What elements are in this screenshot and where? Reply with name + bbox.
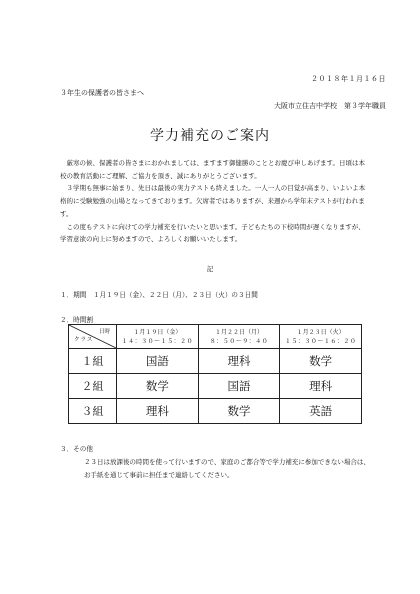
- class-cell: ２組: [69, 374, 117, 399]
- day-header: [198, 325, 280, 349]
- day-date: １月２２日（月）: [214, 328, 263, 336]
- class-cell: ３組: [69, 399, 117, 424]
- class-cell: １組: [69, 349, 117, 374]
- subject-cell: 理科: [117, 399, 199, 424]
- timetable: [68, 324, 362, 424]
- day-header: [280, 325, 362, 349]
- document-title: 学力補充のご案内: [150, 128, 270, 144]
- body-text: [60, 157, 370, 246]
- subject-cell: 国語: [117, 349, 199, 374]
- day-time: １５：３０～１６：２０: [284, 337, 357, 345]
- corner-label-date: 日時: [98, 329, 110, 335]
- ki-heading: 記: [206, 265, 214, 273]
- body-paragraph-2: ３学期も無事に始まり、先日は最後の実力テストも終えました。一人一人の目覚が高まり、いよいよ本格的に受験勉強の山場となってきております。欠席者ではありますが、来週から学年末テストが行われます。: [60, 184, 366, 218]
- timetable-header-row: [69, 325, 362, 349]
- timetable-heading: ２．時間割: [60, 316, 93, 324]
- day-header: [117, 325, 199, 349]
- subject-cell: 数学: [280, 349, 362, 374]
- document-date: ２０１８年１月１６日: [311, 75, 386, 83]
- table-row: [69, 374, 362, 399]
- day-time: １４：３０～１５：２０: [121, 337, 194, 345]
- corner-label-class: クラス: [74, 337, 94, 343]
- table-row: [69, 349, 362, 374]
- sender-line: 大阪市立住吉中学校 第３学年職員: [274, 102, 386, 110]
- day-date: １月２３日（火）: [296, 328, 345, 336]
- subject-cell: 英語: [280, 399, 362, 424]
- body-paragraph-3: この度もテストに向けての学力補充を行いたいと思います。子どもたちの下校時間が遅くなりますが、学習意欲の向上に努めますので、よろしくお願いいたします。: [60, 222, 365, 244]
- subject-cell: 国語: [198, 374, 280, 399]
- period-item: １．期間 １月１９日（金）、２２日（月）、２３日（火）の３日間: [60, 291, 258, 299]
- body-paragraph-1: 厳寒の候、保護者の皆さまにおかれましては、ますます御健勝のこととお慶び申しあげます。日頃は本校の教育活動にご理解、ご協力を頂き、誠にありがとうございます。: [60, 159, 365, 180]
- subject-cell: 数学: [198, 399, 280, 424]
- table-row: [69, 399, 362, 424]
- subject-cell: 数学: [117, 374, 199, 399]
- other-note: ２３日は放課後の時間を使って行いますので、家庭のご都合等で学力補充に参加できない場合は、お手紙を通じて事前に担任まで連絡してください。: [84, 458, 370, 479]
- subject-cell: 理科: [198, 349, 280, 374]
- subject-cell: 理科: [280, 374, 362, 399]
- recipient-line: ３年生の保護者の皆さまへ: [60, 89, 144, 97]
- corner-cell: [69, 325, 117, 349]
- day-date: １月１９日（金）: [133, 328, 182, 336]
- day-time: ８：５０～９：４０: [209, 337, 269, 345]
- other-heading: ３．その他: [60, 445, 93, 453]
